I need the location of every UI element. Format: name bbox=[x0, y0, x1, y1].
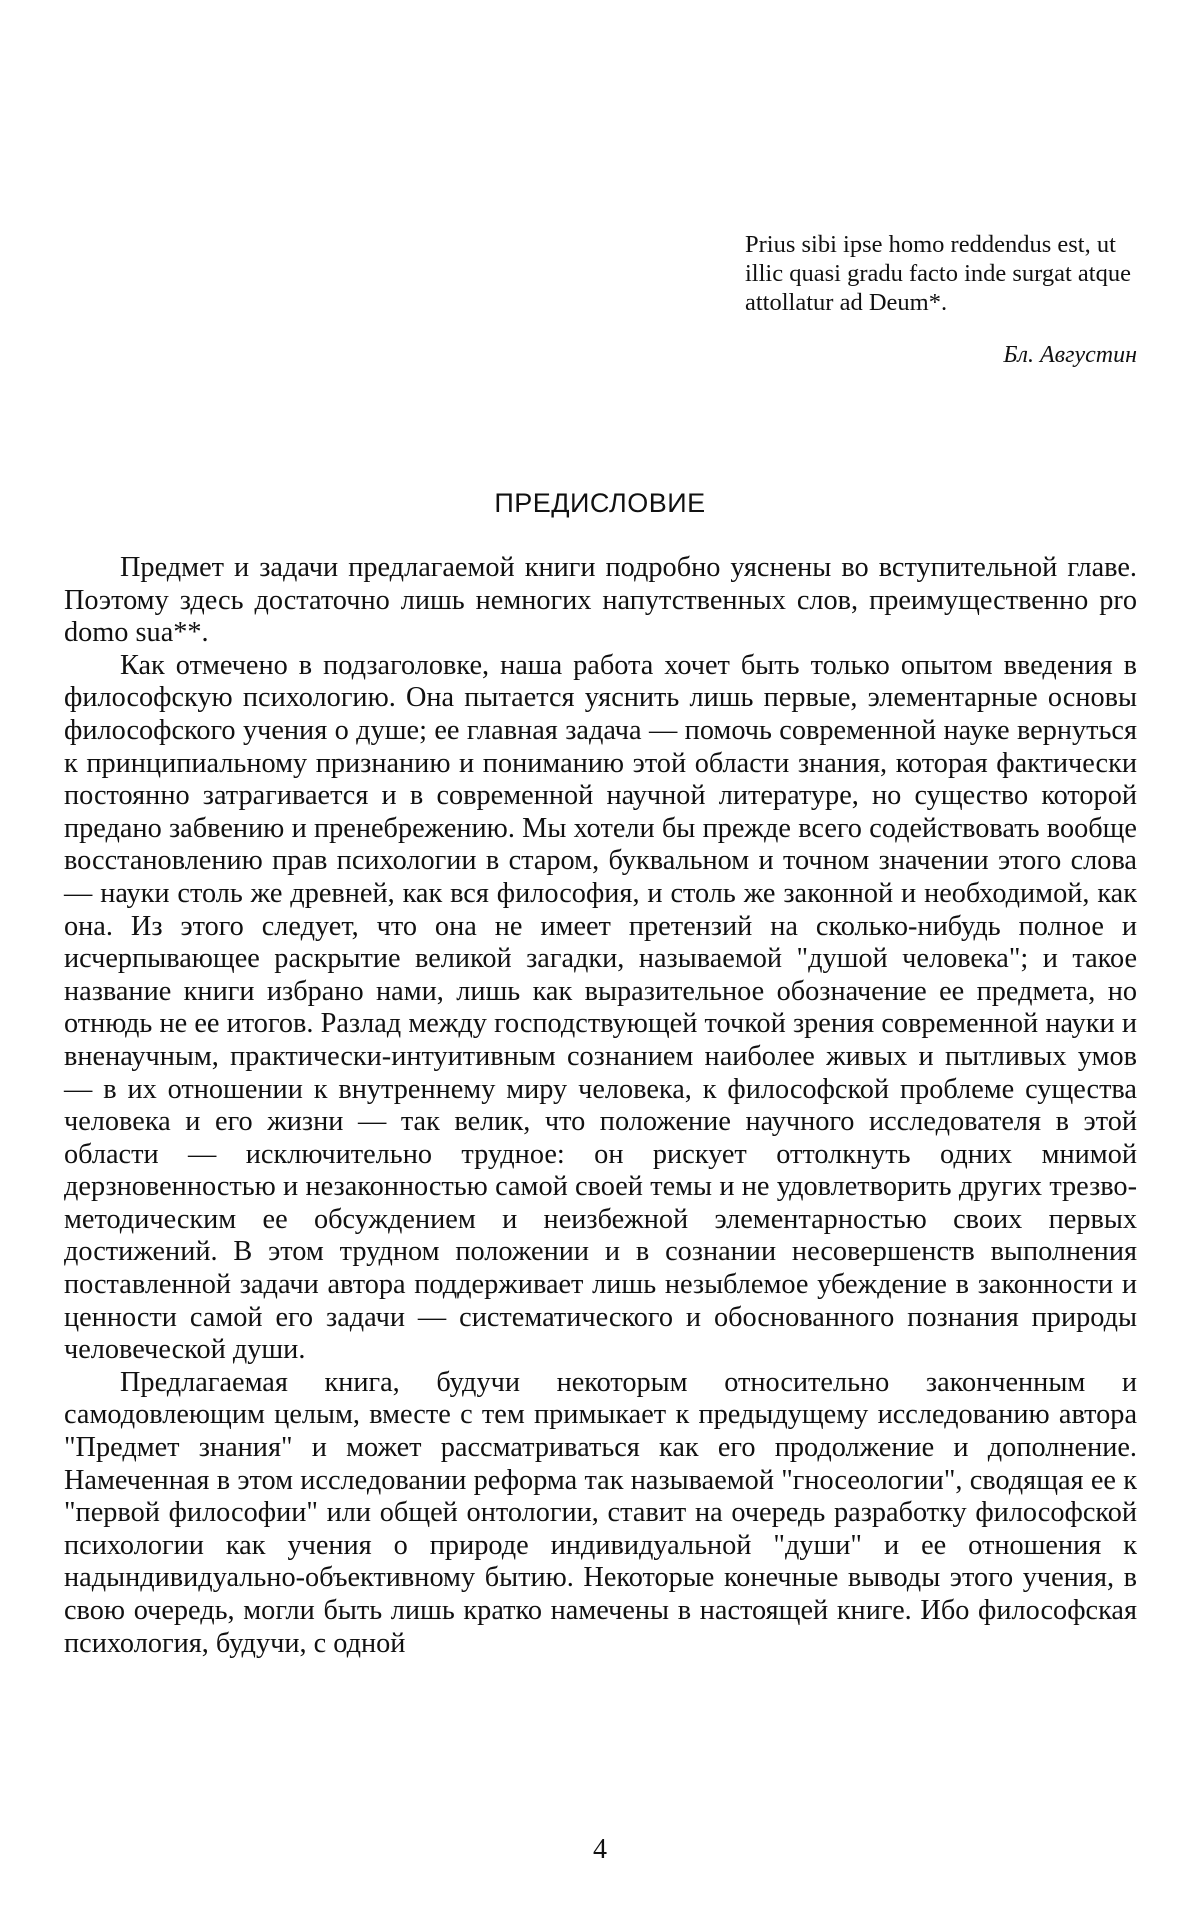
paragraph-2: Как отмечено в подзаголовке, наша работа хочет быть только опытом введения в философскую психологию. Она пытается уяснить лишь первые, элементарные основы философского учения о душе; ее главная задача — помочь современной науке вернуться к принципиальному признанию и пониманию этой области знания, которая фактически постоянно затрагивается и в современной научной литературе, но существо которой предано забвению и пренебрежению. Мы хотели бы прежде всего содействовать вообще восстановлению прав психологии в старом, буквальном и точном значении этого слова — науки столь же древней, как вся философия, и столь же законной и необходимой, как она. Из этого следует, что она не имеет претензий на сколько-нибудь полное и исчерпывающее раскрытие великой загадки, называемой "душой человека"; и такое название книги избрано нами, лишь как выразительное обозначение ее предмета, но отнюдь не ее итогов. Разлад между господствующей точкой зрения современной науки и вненаучным, практически-интуитивным сознанием наиболее живых и пытливых умов — в их отношении к внутреннему миру человека, к философской проблеме существа человека и его жизни — так велик, что положение научного исследователя в этой области — исключительно трудное: он рискует оттолкнуть одних мнимой дерзновенностью и незаконностью самой своей темы и не удовлетворить других трезво-методическим ее обсуждением и неизбежной элементарностью своих первых достижений. В этом трудном положении и в сознании несовершенств выполнения поставленной задачи автора поддерживает лишь незыблемое убеждение в законности и ценности самой его задачи — систематического и обоснованного познания природы человеческой души. bbox=[64, 649, 1137, 1366]
body-text bbox=[64, 552, 1137, 1660]
paragraph-1: Предмет и задачи предлагаемой книги подробно уяснены во вступительной главе. Поэтому здесь достаточно лишь немногих напутственных слов, преимущественно pro domo sua**. bbox=[64, 552, 1137, 649]
epigraph-author: Бл. Августин bbox=[1003, 342, 1137, 368]
paragraph-3: Предлагаемая книга, будучи некоторым относительно законченным и самодовлеющим целым, вместе с тем примыкает к предыдущему исследованию автора "Предмет знания" и может рассматриваться как его продолжение и дополнение. Намеченная в этом исследовании реформа так называемой "гносеологии", сводящая ее к "первой философии" или общей онтологии, ставит на очередь разработку философской психологии как учения о природе индивидуальной "души" и ее отношения к надындивидуально-объективному бытию. Некоторые конечные выводы этого учения, в свою очередь, могли быть лишь кратко намечены в настоящей книге. Ибо философская психология, будучи, с одной bbox=[64, 1366, 1137, 1659]
page-number: 4 bbox=[593, 1834, 607, 1865]
chapter-heading: ПРЕДИСЛОВИЕ bbox=[494, 488, 706, 518]
epigraph-quote: Prius sibi ipse homo reddendus est, ut illic quasi gradu facto inde surgat atque attollatur ad Deum*. bbox=[745, 231, 1131, 316]
